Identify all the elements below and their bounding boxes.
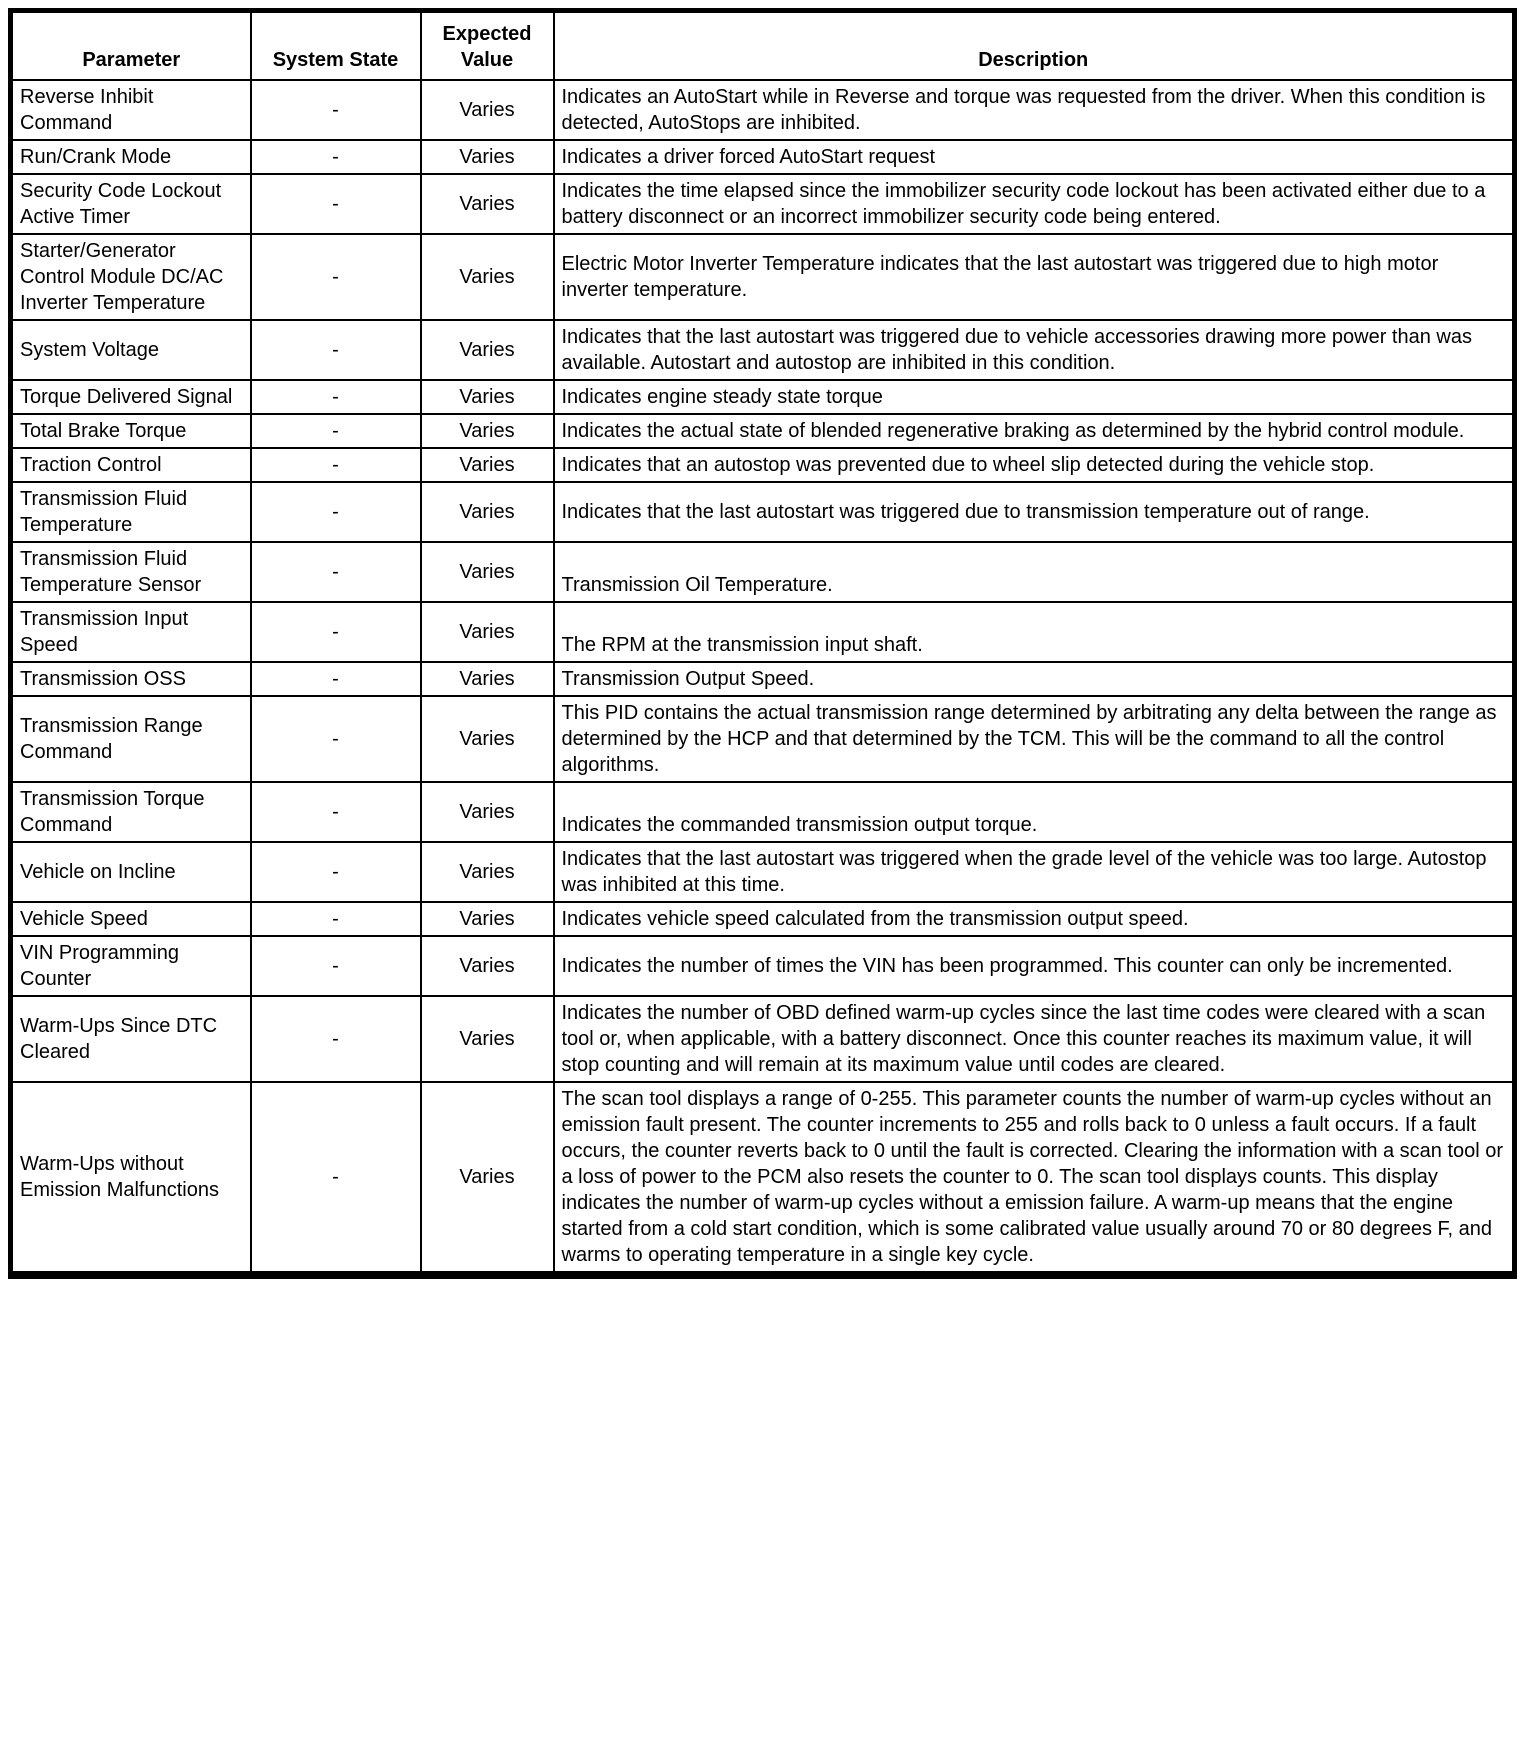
table-row	[11, 414, 1515, 448]
expected-value-cell: Varies	[421, 1082, 554, 1275]
expected-value-cell: Varies	[421, 320, 554, 380]
expected-value-cell: Varies	[421, 602, 554, 662]
description-cell: The RPM at the transmission input shaft.	[554, 602, 1515, 662]
system-state-cell: -	[251, 662, 421, 696]
table-row	[11, 380, 1515, 414]
system-state-cell: -	[251, 140, 421, 174]
description-cell: Transmission Oil Temperature.	[554, 542, 1515, 602]
expected-value-cell: Varies	[421, 542, 554, 602]
parameter-cell: Starter/Generator Control Module DC/AC Inverter Temperature	[11, 234, 251, 320]
description-cell: The scan tool displays a range of 0-255. This parameter counts the number of warm-up cycles without an emission fault present. The counter increments to 255 and rolls back to 0 unless a fault occurs. If a fault occurs, the counter reverts back to 0 until the fault is corrected. Clearing the information with a scan tool or a loss of power to the PCM also resets the counter to 0. The scan tool displays counts. This display indicates the number of warm-up cycles without a emission failure. A warm-up means that the engine started from a cold start condition, which is some calibrated value usually around 70 or 80 degrees F, and warms to operating temperature in a single key cycle.	[554, 1082, 1515, 1275]
expected-value-cell: Varies	[421, 662, 554, 696]
expected-value-cell: Varies	[421, 80, 554, 140]
expected-value-cell: Varies	[421, 996, 554, 1082]
system-state-cell: -	[251, 936, 421, 996]
description-cell: Indicates the actual state of blended regenerative braking as determined by the hybrid control module.	[554, 414, 1515, 448]
system-state-cell: -	[251, 448, 421, 482]
table-row	[11, 80, 1515, 140]
description-cell: Indicates that the last autostart was triggered due to vehicle accessories drawing more power than was available. Autostart and autostop are inhibited in this condition.	[554, 320, 1515, 380]
table-row	[11, 696, 1515, 782]
expected-value-cell: Varies	[421, 936, 554, 996]
table-row	[11, 996, 1515, 1082]
system-state-cell: -	[251, 542, 421, 602]
description-cell: Electric Motor Inverter Temperature indicates that the last autostart was triggered due to high motor inverter temperature.	[554, 234, 1515, 320]
expected-value-cell: Varies	[421, 782, 554, 842]
system-state-cell: -	[251, 80, 421, 140]
description-cell: Indicates an AutoStart while in Reverse and torque was requested from the driver. When this condition is detected, AutoStops are inhibited.	[554, 80, 1515, 140]
parameter-cell: Transmission Range Command	[11, 696, 251, 782]
description-cell: Indicates vehicle speed calculated from the transmission output speed.	[554, 902, 1515, 936]
parameter-cell: Reverse Inhibit Command	[11, 80, 251, 140]
system-state-cell: -	[251, 782, 421, 842]
expected-value-cell: Varies	[421, 448, 554, 482]
table-row	[11, 140, 1515, 174]
expected-value-cell: Varies	[421, 234, 554, 320]
table-row	[11, 234, 1515, 320]
system-state-cell: -	[251, 380, 421, 414]
system-state-cell: -	[251, 482, 421, 542]
system-state-cell: -	[251, 1082, 421, 1275]
description-cell: Transmission Output Speed.	[554, 662, 1515, 696]
parameter-cell: Torque Delivered Signal	[11, 380, 251, 414]
table-row	[11, 482, 1515, 542]
parameter-cell: Vehicle on Incline	[11, 842, 251, 902]
parameter-cell: Vehicle Speed	[11, 902, 251, 936]
table-row	[11, 174, 1515, 234]
description-cell: Indicates the commanded transmission output torque.	[554, 782, 1515, 842]
description-cell: Indicates a driver forced AutoStart request	[554, 140, 1515, 174]
parameter-cell: Transmission Input Speed	[11, 602, 251, 662]
table-row	[11, 1082, 1515, 1275]
table-header	[11, 11, 1515, 81]
parameter-cell: System Voltage	[11, 320, 251, 380]
column-header-expected-value: Expected Value	[421, 11, 554, 81]
description-cell: Indicates that the last autostart was triggered due to transmission temperature out of range.	[554, 482, 1515, 542]
system-state-cell: -	[251, 234, 421, 320]
expected-value-cell: Varies	[421, 842, 554, 902]
system-state-cell: -	[251, 902, 421, 936]
table-row	[11, 842, 1515, 902]
expected-value-cell: Varies	[421, 380, 554, 414]
table-row	[11, 662, 1515, 696]
table-row	[11, 902, 1515, 936]
system-state-cell: -	[251, 320, 421, 380]
parameter-cell: Transmission Fluid Temperature Sensor	[11, 542, 251, 602]
description-cell: Indicates that an autostop was prevented due to wheel slip detected during the vehicle stop.	[554, 448, 1515, 482]
parameter-cell: Security Code Lockout Active Timer	[11, 174, 251, 234]
column-header-system-state: System State	[251, 11, 421, 81]
system-state-cell: -	[251, 996, 421, 1082]
parameter-cell: Run/Crank Mode	[11, 140, 251, 174]
parameter-cell: Transmission Fluid Temperature	[11, 482, 251, 542]
parameter-cell: VIN Programming Counter	[11, 936, 251, 996]
description-cell: Indicates that the last autostart was triggered when the grade level of the vehicle was too large. Autostop was inhibited at this time.	[554, 842, 1515, 902]
system-state-cell: -	[251, 174, 421, 234]
expected-value-cell: Varies	[421, 696, 554, 782]
description-cell: Indicates the number of times the VIN has been programmed. This counter can only be incremented.	[554, 936, 1515, 996]
column-header-parameter: Parameter	[11, 11, 251, 81]
expected-value-cell: Varies	[421, 140, 554, 174]
parameter-cell: Transmission OSS	[11, 662, 251, 696]
system-state-cell: -	[251, 602, 421, 662]
table-row	[11, 782, 1515, 842]
column-header-description: Description	[554, 11, 1515, 81]
table-row	[11, 602, 1515, 662]
description-cell: Indicates engine steady state torque	[554, 380, 1515, 414]
description-cell: This PID contains the actual transmission range determined by arbitrating any delta between the range as determined by the HCP and that determined by the TCM. This will be the command to all the control algorithms.	[554, 696, 1515, 782]
parameter-cell: Warm-Ups without Emission Malfunctions	[11, 1082, 251, 1275]
table-row	[11, 320, 1515, 380]
expected-value-cell: Varies	[421, 174, 554, 234]
description-cell: Indicates the number of OBD defined warm-up cycles since the last time codes were cleared with a scan tool or, when applicable, with a battery disconnect. Once this counter reaches its maximum value, it will stop counting and will remain at its maximum value until codes are cleared.	[554, 996, 1515, 1082]
table-row	[11, 936, 1515, 996]
parameter-cell: Total Brake Torque	[11, 414, 251, 448]
system-state-cell: -	[251, 414, 421, 448]
table-row	[11, 542, 1515, 602]
table-header-row	[11, 11, 1515, 81]
parameter-cell: Transmission Torque Command	[11, 782, 251, 842]
parameter-cell: Traction Control	[11, 448, 251, 482]
description-cell: Indicates the time elapsed since the immobilizer security code lockout has been activated either due to a battery disconnect or an incorrect immobilizer security code being entered.	[554, 174, 1515, 234]
expected-value-cell: Varies	[421, 414, 554, 448]
system-state-cell: -	[251, 842, 421, 902]
system-state-cell: -	[251, 696, 421, 782]
table-row	[11, 448, 1515, 482]
parameters-table	[8, 8, 1517, 1279]
parameter-cell: Warm-Ups Since DTC Cleared	[11, 996, 251, 1082]
table-body	[11, 80, 1515, 1275]
expected-value-cell: Varies	[421, 902, 554, 936]
expected-value-cell: Varies	[421, 482, 554, 542]
